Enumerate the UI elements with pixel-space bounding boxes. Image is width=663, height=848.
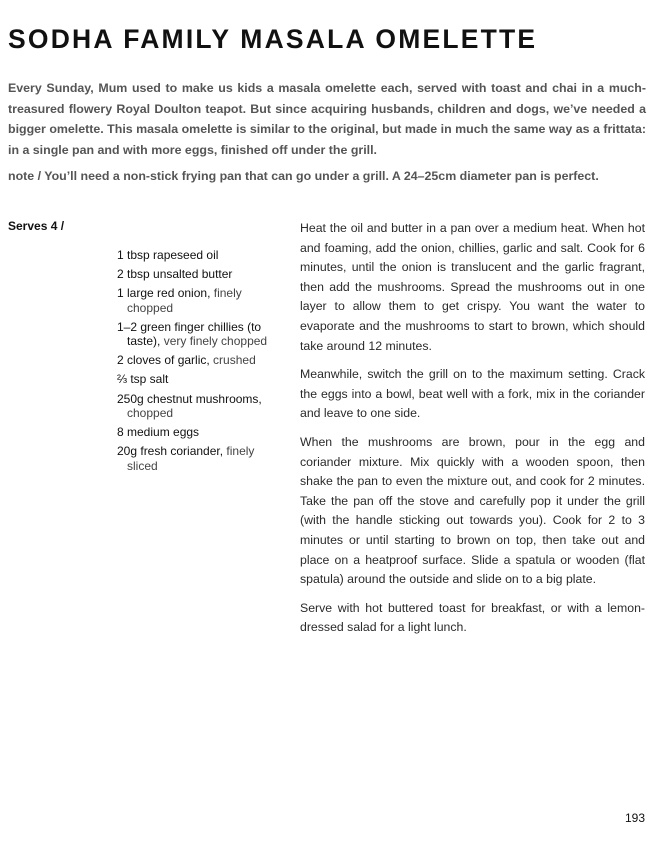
method-paragraph: Serve with hot buttered toast for breakfast, or with a lemon-dressed salad for a light lunch. — [300, 600, 645, 635]
method-paragraph: When the mushrooms are brown, pour in the egg and coriander mixture. Mix quickly with a wooden spoon, then shake the pan to even the mixture out, and cook for 2 minutes. Take the pan off the stove and carefully pop it under the grill (with the handle sticking out towards you). Cook for 2 to 3 minutes or until starting to brown on top, then take out and place on a heatproof surface. Slide a spatula or wooden (flat spatula) around the outside and slide on to a big plate. — [300, 434, 645, 587]
ingredient-name: 1 tbsp rapeseed oil — [117, 248, 219, 262]
ingredient-name: 20g fresh coriander, — [117, 444, 224, 459]
ingredient-name: ⅔ tsp salt — [117, 372, 169, 387]
method-paragraph: Heat the oil and butter in a pan over a medium heat. When hot and foaming, add the onion, chillies, garlic and salt. Cook for 6 minutes, until the onion is translucent and the garlic fragrant, then add the mushrooms. Spread the mushrooms out in one layer to allow them to get crispy. You want the water to evaporate and the mushrooms to start to brown, which should take around 12 minutes. — [300, 221, 645, 353]
ingredient-name: 2 cloves of garlic, — [117, 353, 210, 368]
ingredient-item — [117, 425, 280, 440]
ingredient-name: 2 tbsp unsalted butter — [117, 267, 233, 282]
ingredient-item — [117, 353, 280, 368]
method-paragraph: Meanwhile, switch the grill on to the maximum setting. Crack the eggs into a bowl, beat well with a fork, mix in the coriander and leave to one side. — [300, 367, 645, 421]
ingredient-prep: finely chopped — [127, 286, 242, 315]
ingredient-list — [117, 248, 280, 478]
ingredient-item — [117, 286, 280, 315]
ingredient-name: 1 large red onion, — [117, 286, 211, 301]
ingredient-name: 8 medium eggs — [117, 425, 200, 440]
ingredient-prep: very finely chopped — [160, 334, 268, 349]
ingredient-prep: finely sliced — [127, 444, 255, 473]
ingredient-item — [117, 444, 280, 473]
ingredient-item — [117, 320, 280, 349]
ingredient-item — [117, 392, 280, 421]
ingredient-item — [117, 372, 280, 387]
ingredient-name: 250g chestnut mushrooms, — [117, 391, 262, 406]
ingredient-prep: crushed — [209, 353, 256, 368]
recipe-note: note / You’ll need a non-stick frying pan that can go under a grill. A 24–25cm diameter pan is perfect. — [8, 169, 599, 183]
serves-label: Serves 4 / — [8, 219, 65, 233]
ingredient-item — [117, 248, 280, 263]
ingredient-name: 1–2 green finger chillies (to taste), — [117, 319, 262, 349]
recipe-title: SODHA FAMILY MASALA OMELETTE — [8, 24, 538, 54]
ingredient-item — [117, 267, 280, 282]
recipe-intro: Every Sunday, Mum used to make us kids a masala omelette each, served with toast and chai in a much-treasured flowery Royal Doulton teapot. But since acquiring husbands, children and dogs, we’ve needed a bigger omelette. This masala omelette is similar to the original, but made in much the same way as a frittata: in a single pan and with more eggs, finished off under the grill. — [8, 81, 646, 157]
page-number: 193 — [624, 811, 645, 825]
method-section — [300, 219, 645, 647]
ingredient-prep: chopped — [127, 406, 174, 421]
